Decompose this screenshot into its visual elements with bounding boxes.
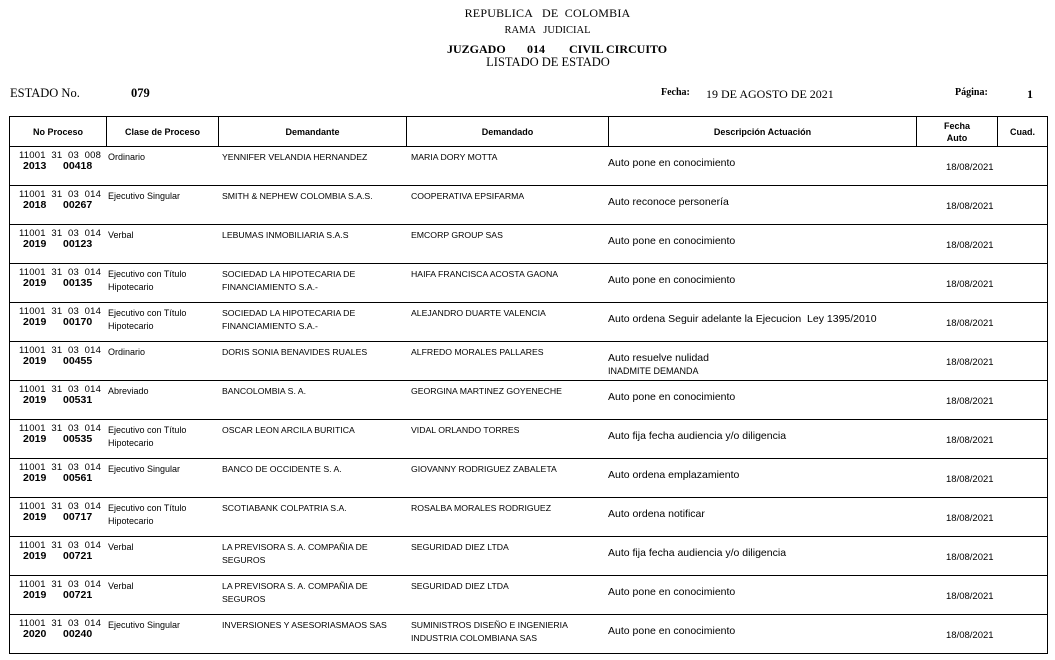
demandado: SEGURIDAD DIEZ LTDA <box>411 581 509 591</box>
juzgado-type: CIVIL CIRCUITO <box>569 42 668 56</box>
clase-proceso: Ejecutivo con Título Hipotecario <box>108 269 187 292</box>
descripcion-detalle: INADMITE DEMANDA <box>608 366 699 376</box>
demandante: YENNIFER VELANDIA HERNANDEZ <box>222 152 368 162</box>
table-row <box>10 342 1047 381</box>
proceso-code: 11001 31 03 008 <box>19 150 102 161</box>
proceso-code: 11001 31 03 014 <box>19 267 102 278</box>
demandado: SUMINISTROS DISEÑO E INGENIERIA INDUSTRIA COLOMBIANA SAS <box>411 620 568 643</box>
demandado: VIDAL ORLANDO TORRES <box>411 425 520 435</box>
demandado: SEGURIDAD DIEZ LTDA <box>411 542 509 552</box>
fecha-auto: 18/08/2021 <box>946 435 994 446</box>
col-header-cuad: Cuad. <box>1009 126 1035 137</box>
fecha-auto: 18/08/2021 <box>946 630 994 641</box>
demandado: ALEJANDRO DUARTE VALENCIA <box>411 308 546 318</box>
col-header-demandante: Demandante <box>219 117 407 146</box>
proceso-number: 00240 <box>63 628 93 640</box>
proceso-year: 2019 <box>23 394 47 406</box>
proceso-year: 2019 <box>23 472 47 484</box>
proceso-code: 11001 31 03 014 <box>19 189 102 200</box>
demandante: BANCOLOMBIA S. A. <box>222 386 307 396</box>
proceso-number: 00135 <box>63 277 93 289</box>
descripcion-actuacion: Auto pone en conocimiento <box>608 586 736 598</box>
table-row <box>10 615 1047 654</box>
proceso-code: 11001 31 03 014 <box>19 462 102 473</box>
descripcion-actuacion: Auto ordena Seguir adelante la Ejecucion Ley 1395/2010 <box>608 313 877 325</box>
table-row <box>10 381 1047 420</box>
proceso-code: 11001 31 03 014 <box>19 345 102 356</box>
table-row <box>10 576 1047 615</box>
fecha-value: 19 DE AGOSTO DE 2021 <box>706 87 834 101</box>
descripcion-actuacion: Auto pone en conocimiento <box>608 391 736 403</box>
proceso-number: 00267 <box>63 199 93 211</box>
table-row <box>10 537 1047 576</box>
proceso-number: 00717 <box>63 511 93 523</box>
proceso-number: 00535 <box>63 433 93 445</box>
demandante: BANCO DE OCCIDENTE S. A. <box>222 464 342 474</box>
descripcion-actuacion: Auto pone en conocimiento <box>608 235 736 247</box>
demandado: GEORGINA MARTINEZ GOYENECHE <box>411 386 562 396</box>
clase-proceso: Ejecutivo Singular <box>108 464 181 474</box>
proceso-number: 00721 <box>63 589 93 601</box>
demandante: LA PREVISORA S. A. COMPAÑIA DE SEGUROS <box>222 542 368 565</box>
listado-title: LISTADO DE ESTADO <box>486 55 610 69</box>
descripcion-actuacion: Auto reconoce personería <box>608 196 729 208</box>
fecha-auto: 18/08/2021 <box>946 162 994 173</box>
col-header-clase: Clase de Proceso <box>107 117 219 146</box>
descripcion-actuacion: Auto resuelve nulidad <box>608 352 709 364</box>
republica-title: REPUBLICA DE COLOMBIA <box>464 6 631 20</box>
clase-proceso: Ejecutivo con Título Hipotecario <box>108 308 187 331</box>
fecha-auto: 18/08/2021 <box>946 201 994 212</box>
demandante: INVERSIONES Y ASESORIASMAOS SAS <box>222 620 387 630</box>
proceso-number: 00561 <box>63 472 93 484</box>
proceso-number: 00123 <box>63 238 93 250</box>
demandante: DORIS SONIA BENAVIDES RUALES <box>222 347 368 357</box>
demandado: ROSALBA MORALES RODRIGUEZ <box>411 503 551 513</box>
col-header-demandado: Demandado <box>407 117 609 146</box>
pagina-value: 1 <box>1027 87 1033 101</box>
demandado: GIOVANNY RODRIGUEZ ZABALETA <box>411 464 557 474</box>
clase-proceso: Verbal <box>108 542 134 552</box>
fecha-auto: 18/08/2021 <box>946 396 994 407</box>
proceso-year: 2019 <box>23 589 47 601</box>
clase-proceso: Verbal <box>108 230 134 240</box>
juzgado-number: 014 <box>527 42 545 56</box>
proceso-code: 11001 31 03 014 <box>19 228 102 239</box>
clase-proceso: Ejecutivo Singular <box>108 191 181 201</box>
proceso-code: 11001 31 03 014 <box>19 618 102 629</box>
descripcion-actuacion: Auto pone en conocimiento <box>608 157 736 169</box>
proceso-year: 2019 <box>23 355 47 367</box>
demandado: EMCORP GROUP SAS <box>411 230 503 240</box>
proceso-code: 11001 31 03 014 <box>19 306 102 317</box>
table-header <box>10 117 1047 147</box>
demandante: SCOTIABANK COLPATRIA S.A. <box>222 503 347 513</box>
clase-proceso: Ejecutivo con Título Hipotecario <box>108 425 187 448</box>
fecha-auto: 18/08/2021 <box>946 513 994 524</box>
proceso-number: 00721 <box>63 550 93 562</box>
clase-proceso: Verbal <box>108 581 134 591</box>
descripcion-actuacion: Auto ordena notificar <box>608 508 705 520</box>
col-header-fecha-auto: Fecha Auto <box>917 117 998 146</box>
proceso-code: 11001 31 03 014 <box>19 423 102 434</box>
fecha-auto: 18/08/2021 <box>946 591 994 602</box>
fecha-auto: 18/08/2021 <box>946 357 994 368</box>
demandado: ALFREDO MORALES PALLARES <box>411 347 544 357</box>
estado-label: ESTADO No. <box>10 86 80 100</box>
proceso-number: 00455 <box>63 355 93 367</box>
proceso-year: 2019 <box>23 511 47 523</box>
table-row <box>10 225 1047 264</box>
proceso-number: 00418 <box>63 160 93 172</box>
table-row <box>10 303 1047 342</box>
table-row <box>10 420 1047 459</box>
proceso-year: 2019 <box>23 433 47 445</box>
table-row <box>10 498 1047 537</box>
clase-proceso: Ejecutivo Singular <box>108 620 181 630</box>
demandante: SMITH & NEPHEW COLOMBIA S.A.S. <box>222 191 373 201</box>
fecha-label: Fecha: <box>661 87 690 98</box>
table-row <box>10 186 1047 225</box>
proceso-year: 2019 <box>23 277 47 289</box>
proceso-year: 2019 <box>23 238 47 250</box>
clase-proceso: Abreviado <box>108 386 149 396</box>
demandado: MARIA DORY MOTTA <box>411 152 498 162</box>
demandante: LEBUMAS INMOBILIARIA S.A.S <box>222 230 349 240</box>
juzgado-label: JUZGADO <box>447 42 506 56</box>
demandante: SOCIEDAD LA HIPOTECARIA DE FINANCIAMIENTO S.A.- <box>222 308 356 331</box>
descripcion-actuacion: Auto ordena emplazamiento <box>608 469 740 481</box>
descripcion-actuacion: Auto pone en conocimiento <box>608 274 736 286</box>
proceso-code: 11001 31 03 014 <box>19 384 102 395</box>
clase-proceso: Ejecutivo con Título Hipotecario <box>108 503 187 526</box>
proceso-code: 11001 31 03 014 <box>19 579 102 590</box>
fecha-auto: 18/08/2021 <box>946 552 994 563</box>
table-row <box>10 459 1047 498</box>
proceso-year: 2018 <box>23 199 47 211</box>
demandante: LA PREVISORA S. A. COMPAÑIA DE SEGUROS <box>222 581 368 604</box>
col-header-no-proceso: No Proceso <box>10 117 107 146</box>
pagina-label: Página: <box>955 87 988 98</box>
demandante: OSCAR LEON ARCILA BURITICA <box>222 425 355 435</box>
demandante: SOCIEDAD LA HIPOTECARIA DE FINANCIAMIENTO S.A.- <box>222 269 356 292</box>
demandado: HAIFA FRANCISCA ACOSTA GAONA <box>411 269 559 279</box>
proceso-year: 2020 <box>23 628 47 640</box>
estado-number: 079 <box>131 86 150 100</box>
proceso-number: 00531 <box>63 394 93 406</box>
table-body <box>10 147 1047 654</box>
fecha-auto: 18/08/2021 <box>946 279 994 290</box>
rama-title: RAMA JUDICIAL <box>504 25 591 36</box>
proceso-code: 11001 31 03 014 <box>19 501 102 512</box>
proceso-year: 2013 <box>23 160 47 172</box>
proceso-code: 11001 31 03 014 <box>19 540 102 551</box>
descripcion-actuacion: Auto fija fecha audiencia y/o diligencia <box>608 547 787 559</box>
table-row <box>10 264 1047 303</box>
col-header-descripcion: Descripción Actuación <box>609 117 917 146</box>
estado-table <box>9 116 1048 654</box>
table-row <box>10 147 1047 186</box>
clase-proceso: Ordinario <box>108 152 146 162</box>
fecha-auto: 18/08/2021 <box>946 474 994 485</box>
fecha-auto: 18/08/2021 <box>946 240 994 251</box>
descripcion-actuacion: Auto fija fecha audiencia y/o diligencia <box>608 430 787 442</box>
proceso-year: 2019 <box>23 550 47 562</box>
descripcion-actuacion: Auto pone en conocimiento <box>608 625 736 637</box>
demandado: COOPERATIVA EPSIFARMA <box>411 191 525 201</box>
fecha-auto: 18/08/2021 <box>946 318 994 329</box>
proceso-year: 2019 <box>23 316 47 328</box>
proceso-number: 00170 <box>63 316 93 328</box>
clase-proceso: Ordinario <box>108 347 146 357</box>
